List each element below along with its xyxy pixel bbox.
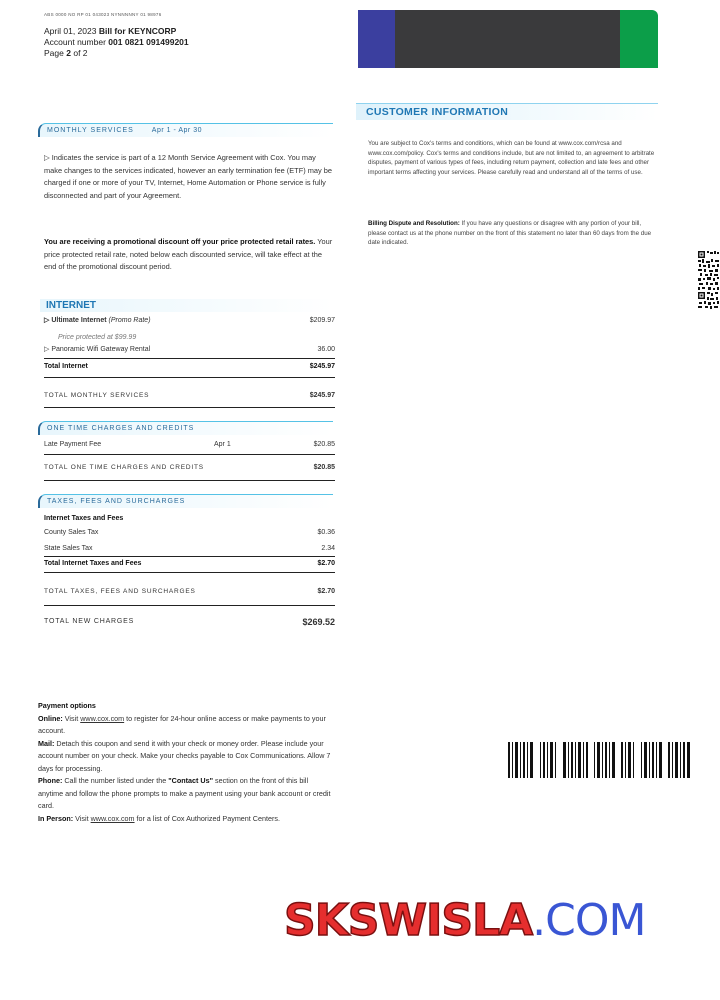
promo-note-rest: Your price protected retail rate, noted below each discounted service, will take effect at the end of the promotional discount period. <box>44 237 333 271</box>
page-label: Page <box>44 48 64 58</box>
internet-taxes-total <box>44 558 335 570</box>
payment-options-title: Payment options <box>38 701 96 710</box>
total-amount: $2.70 <box>317 560 335 567</box>
item-label: State Sales Tax <box>44 545 93 552</box>
total-label: Total Internet <box>44 363 88 370</box>
payment-in-person <box>38 813 335 826</box>
bill-for: Bill for KEYNCORP <box>98 26 177 36</box>
promo-note-bold: You are receiving a promotional discount off your price protected retail rates. <box>44 237 316 246</box>
total-new-charges <box>44 616 335 628</box>
state-sales-tax <box>44 543 335 555</box>
phone-contact-us: "Contact Us" <box>168 776 214 785</box>
payment-options <box>38 700 335 825</box>
divider <box>44 454 335 455</box>
payment-online <box>38 713 335 738</box>
bill-date: April 01, 2023 <box>44 26 97 36</box>
total-amount: $245.97 <box>309 392 335 399</box>
one-time-header <box>38 421 333 435</box>
mail-label: Mail: <box>38 738 55 748</box>
total-amount: $245.97 <box>309 363 335 370</box>
payment-mail <box>38 738 335 776</box>
item-label: Late Payment Fee <box>44 441 102 448</box>
late-payment-fee <box>44 439 335 451</box>
taxes-header <box>38 494 333 508</box>
total-monthly-services <box>44 390 335 402</box>
barcode <box>508 742 690 778</box>
brand-color-bar <box>358 10 658 68</box>
person-rest: for a list of Cox Authorized Payment Centers. <box>134 813 280 823</box>
one-time-title: ONE TIME CHARGES AND CREDITS <box>47 425 195 432</box>
phone-rest: section on the front of this bill anytime and follow the phone prompts to make a payment using your bank account or credit card. <box>38 776 331 810</box>
total-one-time <box>44 462 335 474</box>
total-label: TOTAL MONTHLY SERVICES <box>44 392 150 399</box>
billing-dispute-paragraph <box>368 219 658 248</box>
divider <box>44 358 335 359</box>
total-taxes <box>44 586 335 598</box>
item-label: County Sales Tax <box>44 529 99 536</box>
watermark <box>284 895 645 946</box>
internet-item-ultimate <box>44 315 335 327</box>
monthly-services-header <box>38 123 333 137</box>
phone-label: Phone: <box>38 776 63 785</box>
customer-information-header: CUSTOMER INFORMATION <box>356 103 658 120</box>
divider <box>44 480 335 481</box>
page-current: 2 <box>66 48 71 58</box>
monthly-services-title: MONTHLY SERVICES <box>47 127 134 134</box>
online-label: Online: <box>38 713 63 723</box>
watermark-part2: .COM <box>532 895 646 946</box>
divider <box>44 407 335 408</box>
divider <box>44 556 335 557</box>
taxes-title: TAXES, FEES AND SURCHARGES <box>47 498 186 505</box>
account-number: 001 0821 091499201 <box>108 37 189 47</box>
agreement-note: ▷ Indicates the service is part of a 12 Month Service Agreement with Cox. You may make changes to the services indicated, however an early termination fee (ETF) may be charged if one or more of your TV, Internet, Home Automation or Phone service is fully disconnected and part of your Agreement. <box>44 153 332 200</box>
total-amount: $269.52 <box>302 617 335 627</box>
dispute-text: If you have any questions or disagree with any portion of your bill, please contact us at the phone number on the front of this statement no later than 60 days from the due date indicated. <box>368 220 652 246</box>
total-label: TOTAL ONE TIME CHARGES AND CREDITS <box>44 464 204 471</box>
account-code-line: ABS 0000 NO RP 01 043023 NYNNNNNY 01 98976 <box>44 12 162 17</box>
item-promo: (Promo Rate) <box>108 317 151 324</box>
divider <box>44 605 335 606</box>
mail-rest: Detach this coupon and send it with your check or money order. Please include your account number on your check. Make your checks payable to Cox Communications. Allow 7 days for processing. <box>38 738 331 773</box>
online-pre: Visit <box>62 713 81 723</box>
color-block-blue <box>358 10 395 68</box>
person-pre: Visit <box>73 813 91 823</box>
divider <box>44 377 335 378</box>
item-amount: 2.34 <box>321 545 335 552</box>
divider <box>44 572 335 573</box>
account-label: Account number <box>44 37 106 47</box>
total-amount: $20.85 <box>313 464 335 471</box>
item-label: ▷ Panoramic Wifi Gateway Rental <box>44 346 151 353</box>
internet-total <box>44 361 335 373</box>
item-label: ▷ Ultimate Internet <box>44 317 107 324</box>
page-of: of 2 <box>73 48 88 58</box>
terms-paragraph: You are subject to Cox's terms and conditions, which can be found at www.cox.com/rcsa and www.cox.com/policy. Cox's terms and conditions include, but are not limited to, an agreement to arbitrate disputes, payment of various types of fees, including return payment, collection and late fees and other important terms affecting your services. Please carefully read and understand all of the terms of use. <box>368 140 655 176</box>
total-label: TOTAL TAXES, FEES AND SURCHARGES <box>44 588 196 595</box>
dispute-label: Billing Dispute and Resolution: <box>368 220 460 227</box>
watermark-part1: SKSWISLA <box>284 895 533 946</box>
internet-taxes-group: Internet Taxes and Fees <box>44 515 124 522</box>
promo-note <box>44 236 334 274</box>
bill-header <box>44 26 344 59</box>
person-label: In Person: <box>38 813 74 823</box>
monthly-services-period: Apr 1 - Apr 30 <box>151 127 202 134</box>
color-block-green <box>620 10 658 68</box>
internet-header: INTERNET <box>40 299 333 312</box>
item-amount: 36.00 <box>317 346 335 353</box>
county-sales-tax <box>44 527 335 539</box>
total-label: Total Internet Taxes and Fees <box>44 560 142 567</box>
total-amount: $2.70 <box>317 588 335 595</box>
internet-price-protected: Price protected at $99.99 <box>58 334 137 341</box>
payment-phone <box>38 775 335 813</box>
phone-pre: Call the number listed under the <box>62 776 169 785</box>
color-block-dark <box>395 10 620 68</box>
item-amount: $209.97 <box>309 317 335 324</box>
online-link[interactable]: www.cox.com <box>80 713 125 723</box>
online-rest: to register for 24-hour online access or make payments to your account. <box>38 713 326 735</box>
item-date: Apr 1 <box>214 441 231 448</box>
total-label: TOTAL NEW CHARGES <box>44 618 135 625</box>
qr-code <box>697 250 720 310</box>
internet-item-gateway <box>44 344 335 356</box>
person-link[interactable]: www.cox.com <box>90 813 135 823</box>
item-amount: $0.36 <box>317 529 335 536</box>
item-amount: $20.85 <box>313 441 335 448</box>
